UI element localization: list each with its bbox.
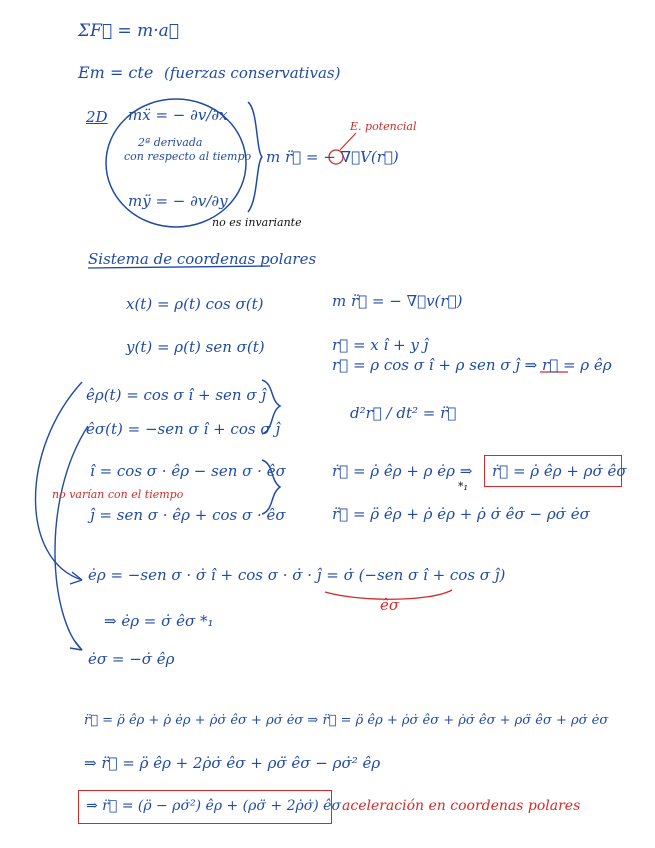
tag-2d: 2D	[86, 108, 108, 126]
eq-j: ĵ = sen σ · êρ + cos σ · êσ	[90, 506, 286, 524]
eq-r-cartesian: r⃗ = x î + y ĵ	[332, 336, 429, 354]
eq-derivative-e-rho: ėρ = −sen σ · σ̇ î + cos σ · σ̇ · ĵ = σ̇ (−sen σ î + cos σ ĵ)	[88, 566, 506, 584]
eq-derivative-e-rho-short: ⇒ ėρ = σ̇ êσ *₁	[104, 612, 214, 630]
acceleration-result: ⇒ r̈⃗ = (ρ̈ − ρσ̇²) êρ + (ρσ̈ + 2ρ̇σ̇) êσ	[86, 798, 342, 814]
eq-gradient: m r̈⃗ = − ∇⃗V(r⃗)	[266, 148, 399, 166]
star-marker: *₁	[458, 480, 468, 493]
eq-r-dot: ṙ⃗ = ρ̇ êρ + ρ ėρ ⇒	[332, 462, 473, 480]
potential-energy-label: E. potencial	[350, 120, 417, 133]
eq-second-derivative: d²r⃗ / dt² = r̈⃗	[350, 404, 457, 422]
deriv-note-2: con respecto al tiempo	[124, 150, 252, 163]
eq-mx: mẍ = − ∂v/∂x	[128, 106, 228, 124]
conservative-forces: (fuerzas conservativas)	[164, 64, 341, 82]
eq-x-polar: x(t) = ρ(t) cos σ(t)	[126, 295, 264, 313]
energy-constant: Em = cte	[78, 63, 154, 82]
newton-law: ΣF⃗ = m·a⃗	[78, 21, 179, 41]
eq-r-ddot: r̈⃗ = ρ̈ êρ + ρ̇ ėρ + ρ̇ σ̇ êσ − ρσ̇ ėσ	[332, 505, 590, 523]
eq-long-2: ⇒ r̈⃗ = ρ̈ êρ + 2ρ̇σ̇ êσ + ρσ̈ êσ − ρσ̇² êρ	[84, 754, 381, 772]
eq-e-sigma: êσ(t) = −sen σ î + cos σ ĵ	[86, 420, 280, 438]
eq-my: mÿ = − ∂v/∂y	[128, 192, 228, 210]
section-title: Sistema de coordenas polares	[88, 250, 317, 268]
e-sigma-underlabel: êσ	[380, 596, 400, 614]
eq-i: î = cos σ · êρ − sen σ · êσ	[90, 462, 286, 480]
acceleration-label: aceleración en coordenas polares	[342, 798, 581, 814]
eq-derivative-e-sigma: ėσ = −σ̇ êρ	[88, 650, 175, 668]
not-invariant: no es invariante	[212, 216, 302, 229]
eq-e-rho: êρ(t) = cos σ î + sen σ ĵ	[86, 386, 266, 404]
time-invariant-note: no varían con el tiempo	[52, 488, 184, 501]
eq-y-polar: y(t) = ρ(t) sen σ(t)	[126, 338, 265, 356]
eq-long-1: r̈⃗ = ρ̈ êρ + ρ̇ ėρ + ρ̇σ̇ êσ + ρσ̇ ėσ ⇒ r̈⃗ = ρ̈ êρ + ρ̇σ̇ êσ + ρ̇σ̇ êσ + ρσ̈ êσ + ρσ̇ ėσ	[84, 713, 609, 728]
eq-mr: m r̈⃗ = − ∇⃗v(r⃗)	[332, 292, 463, 310]
eq-r-polar: r⃗ = ρ cos σ î + ρ sen σ ĵ ⇒ r⃗ = ρ êρ	[332, 356, 612, 374]
deriv-note-1: 2ª derivada	[138, 136, 203, 149]
velocity-result: ṙ⃗ = ρ̇ êρ + ρσ̇ êσ	[492, 462, 627, 480]
